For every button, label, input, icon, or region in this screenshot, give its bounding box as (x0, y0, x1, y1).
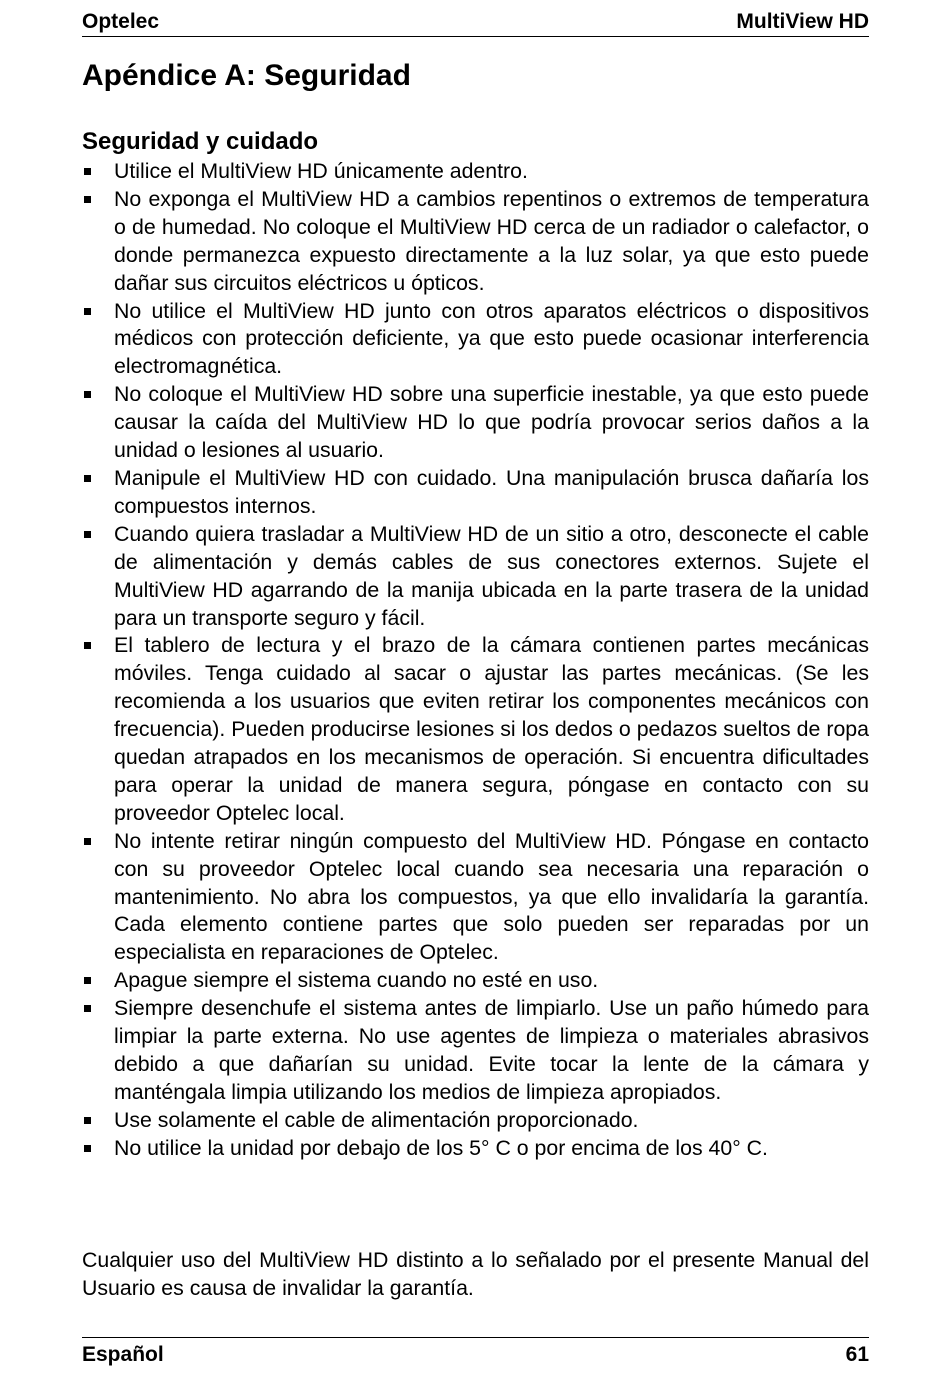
list-item (82, 1135, 869, 1163)
list-item-text: El tablero de lectura y el brazo de la cámara contienen partes mecánicas móviles. Tenga cuidado al sacar o ajustar las partes mecánicas. (Se les recomienda a los usuarios que eviten retirar los componentes mecánicos con frecuencia). Pueden producirse lesiones si los dedos o pedazos sueltos de ropa quedan atrapados en los mecanismos de operación. Si encuentra dificultades para operar la unidad de manera segura, póngase en contacto con su proveedor Optelec local. (114, 633, 869, 825)
list-item-text: No exponga el MultiView HD a cambios repentinos o extremos de temperatura o de humedad. No coloque el MultiView HD cerca de un radiador o calefactor, o donde permanezca expuesto directamente a la luz solar, ya que esto puede dañar sus circuitos eléctricos u ópticos. (114, 186, 869, 295)
square-bullet-icon (84, 475, 91, 482)
list-item (82, 1107, 869, 1135)
list-item-text: Siempre desenchufe el sistema antes de limpiarlo. Use un paño húmedo para limpiar la parte externa. No use agentes de limpieza o materiales abrasivos debido a que dañarían su unidad. Evite tocar la lente de la cámara y manténgala limpia utilizando los medios de limpieza apropiados. (114, 996, 869, 1104)
list-item-text: No utilice el MultiView HD junto con otros aparatos eléctricos o dispositivos médicos con protección deficiente, ya que esto puede ocasionar interferencia electromagnética. (114, 298, 869, 379)
square-bullet-icon (84, 977, 91, 984)
list-item (82, 186, 869, 298)
list-item-text: Apague siempre el sistema cuando no esté en uso. (114, 968, 599, 993)
page-header (82, 8, 869, 37)
list-item-text: Cuando quiera trasladar a MultiView HD de un sitio a otro, desconecte el cable de alimentación y demás cables de sus conectores externos. Sujete el MultiView HD agarrando de la manija ubicada en la parte trasera de la unidad para un transporte seguro y fácil. (114, 521, 869, 630)
footer-language: Español (82, 1343, 164, 1366)
list-item-text: Use solamente el cable de alimentación proporcionado. (114, 1107, 639, 1132)
page-title: Apéndice A: Seguridad (82, 59, 411, 92)
list-item-text: No utilice la unidad por debajo de los 5° C o por encima de los 40° C. (114, 1135, 768, 1160)
list-item (82, 465, 869, 521)
square-bullet-icon (84, 308, 91, 315)
square-bullet-icon (84, 391, 91, 398)
list-item (82, 381, 869, 465)
list-item-text: Utilice el MultiView HD únicamente adentro. (114, 159, 528, 183)
square-bullet-icon (84, 196, 91, 203)
list-item-text: No coloque el MultiView HD sobre una superficie inestable, ya que esto puede causar la caída del MultiView HD lo que podría provocar serios daños a la unidad o lesiones al usuario. (114, 382, 869, 463)
list-item (82, 298, 869, 382)
list-item (82, 521, 869, 633)
list-item-text: No intente retirar ningún compuesto del MultiView HD. Póngase en contacto con su proveedor Optelec local cuando sea necesaria una reparación o mantenimiento. No abra los compuestos, ya que ello invalidaría la garantía. Cada elemento contiene partes que solo pueden ser reparadas por un especialista en reparaciones de Optelec. (114, 828, 869, 965)
square-bullet-icon (84, 1117, 91, 1124)
list-item (82, 632, 869, 827)
square-bullet-icon (84, 531, 91, 538)
list-item (82, 828, 869, 968)
list-item (82, 158, 869, 186)
manual-page (82, 0, 869, 1378)
list-item-text: Manipule el MultiView HD con cuidado. Una manipulación brusca dañaría los compuestos internos. (114, 465, 869, 518)
page-number: 61 (845, 1343, 869, 1366)
square-bullet-icon (84, 168, 91, 175)
header-product: MultiView HD (736, 10, 869, 33)
page-footer (82, 1337, 869, 1372)
square-bullet-icon (84, 1145, 91, 1152)
square-bullet-icon (84, 1005, 91, 1012)
safety-list (82, 158, 869, 1163)
square-bullet-icon (84, 838, 91, 845)
list-item (82, 995, 869, 1107)
closing-paragraph: Cualquier uso del MultiView HD distinto a lo señalado por el presente Manual del Usuario es causa de invalidar la garantía. (82, 1248, 869, 1300)
list-item (82, 967, 869, 995)
header-brand: Optelec (82, 10, 160, 33)
section-title: Seguridad y cuidado (82, 128, 319, 155)
square-bullet-icon (84, 642, 91, 649)
